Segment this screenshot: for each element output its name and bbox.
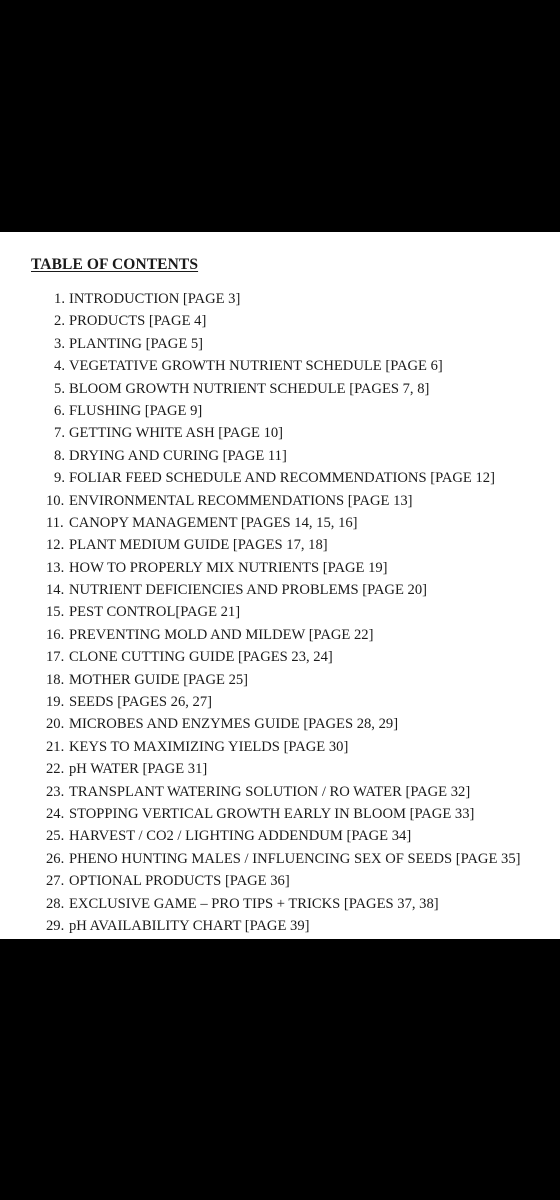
toc-entry-text: HARVEST / CO2 / LIGHTING ADDENDUM [PAGE 34] (69, 828, 412, 845)
toc-entry-text: PLANT MEDIUM GUIDE [PAGES 17, 18] (69, 537, 328, 554)
toc-entry (0, 601, 560, 623)
toc-entry-text: GETTING WHITE ASH [PAGE 10] (69, 425, 284, 442)
toc-entry-number: 3. (54, 335, 65, 352)
toc-entry-text: PRODUCTS [PAGE 4] (69, 313, 207, 330)
toc-entry-text: MOTHER GUIDE [PAGE 25] (69, 671, 249, 688)
toc-entry (0, 624, 560, 646)
toc-entry (0, 713, 560, 735)
toc-entry (0, 870, 560, 892)
toc-entry-number: 21. (46, 738, 65, 755)
toc-entry-text: TRANSPLANT WATERING SOLUTION / RO WATER [PAGE 32] (69, 783, 471, 800)
toc-entry (0, 825, 560, 847)
toc-entry-number: 29. (46, 917, 65, 934)
toc-entry (0, 378, 560, 400)
toc-list (0, 288, 560, 960)
toc-entry (0, 758, 560, 780)
toc-entry-number: 26. (46, 850, 65, 867)
toc-entry (0, 803, 560, 825)
toc-entry-number: 6. (54, 402, 65, 419)
toc-entry-number: 18. (46, 671, 65, 688)
toc-entry-number: 13. (46, 559, 65, 576)
toc-entry-number: 10. (46, 492, 65, 509)
toc-entry-text: NUTRIENT DEFICIENCIES AND PROBLEMS [PAGE 20] (69, 582, 427, 599)
toc-entry (0, 669, 560, 691)
toc-entry-number: 27. (46, 873, 65, 890)
toc-entry-number: 12. (46, 537, 65, 554)
toc-entry-text: PREVENTING MOLD AND MILDEW [PAGE 22] (69, 626, 374, 643)
toc-entry-text: EXCLUSIVE GAME – PRO TIPS + TRICKS [PAGES 37, 38] (69, 895, 439, 912)
toc-entry-text: KEYS TO MAXIMIZING YIELDS [PAGE 30] (69, 738, 349, 755)
toc-title: TABLE OF CONTENTS (31, 256, 199, 273)
toc-entry-text: SEEDS [PAGES 26, 27] (69, 694, 212, 711)
document-page (0, 232, 560, 939)
toc-entry (0, 893, 560, 915)
toc-entry-text: pH WATER [PAGE 31] (69, 761, 208, 778)
toc-entry-text: DRYING AND CURING [PAGE 11] (69, 447, 287, 464)
toc-entry (0, 490, 560, 512)
toc-entry-number: 16. (46, 626, 65, 643)
toc-entry (0, 557, 560, 579)
toc-entry-text: ENVIRONMENTAL RECOMMENDATIONS [PAGE 13] (69, 492, 413, 509)
toc-entry (0, 646, 560, 668)
bottom-black-bar (0, 939, 560, 1200)
top-black-bar (0, 0, 560, 232)
toc-entry (0, 355, 560, 377)
toc-entry-number: 14. (46, 582, 65, 599)
toc-entry-text: FLUSHING [PAGE 9] (69, 402, 203, 419)
toc-entry-number: 11. (46, 514, 64, 531)
toc-entry (0, 579, 560, 601)
toc-entry-text: PLANTING [PAGE 5] (69, 335, 204, 352)
toc-entry-text: FOLIAR FEED SCHEDULE AND RECOMMENDATIONS [PAGE 12] (69, 470, 495, 487)
toc-entry-number: 15. (46, 604, 65, 621)
toc-entry (0, 445, 560, 467)
toc-entry (0, 422, 560, 444)
toc-entry (0, 915, 560, 937)
toc-entry (0, 691, 560, 713)
toc-entry-text: STOPPING VERTICAL GROWTH EARLY IN BLOOM [PAGE 33] (69, 805, 475, 822)
toc-entry-number: 25. (46, 828, 65, 845)
toc-entry-text: CANOPY MANAGEMENT [PAGES 14, 15, 16] (69, 514, 358, 531)
toc-entry-number: 2. (54, 313, 65, 330)
toc-entry-text: PEST CONTROL[PAGE 21] (69, 604, 241, 621)
toc-entry-number: 4. (54, 358, 65, 375)
toc-entry-number: 24. (46, 805, 65, 822)
toc-entry-text: PHENO HUNTING MALES / INFLUENCING SEX OF SEEDS [PAGE 35] (69, 850, 521, 867)
toc-entry-number: 8. (54, 447, 65, 464)
toc-entry-number: 19. (46, 694, 65, 711)
toc-entry-number: 5. (54, 380, 65, 397)
toc-entry-text: INTRODUCTION [PAGE 3] (69, 291, 241, 307)
toc-entry-text: MICROBES AND ENZYMES GUIDE [PAGES 28, 29] (69, 716, 399, 733)
toc-entry-number: 1. (54, 291, 65, 307)
toc-entry-text: pH AVAILABILITY CHART [PAGE 39] (69, 917, 310, 934)
toc-entry-number: 28. (46, 895, 65, 912)
toc-entry (0, 736, 560, 758)
toc-entry-text: OPTIONAL PRODUCTS [PAGE 36] (69, 873, 290, 890)
toc-entry-number: 22. (46, 761, 65, 778)
toc-entry-number: 17. (46, 649, 65, 666)
toc-entry (0, 400, 560, 422)
toc-entry (0, 848, 560, 870)
toc-entry (0, 467, 560, 489)
toc-entry-text: CLONE CUTTING GUIDE [PAGES 23, 24] (69, 649, 333, 666)
toc-entry-number: 20. (46, 716, 65, 733)
toc-entry-number: 23. (46, 783, 65, 800)
toc-entry (0, 288, 560, 310)
toc-entry (0, 512, 560, 534)
toc-entry (0, 310, 560, 332)
toc-entry-text: VEGETATIVE GROWTH NUTRIENT SCHEDULE [PAGE 6] (69, 358, 443, 375)
toc-entry (0, 781, 560, 803)
toc-entry-text: HOW TO PROPERLY MIX NUTRIENTS [PAGE 19] (69, 559, 388, 576)
toc-entry (0, 333, 560, 355)
toc-entry-number: 7. (54, 425, 65, 442)
toc-entry (0, 534, 560, 556)
toc-entry-number: 9. (54, 470, 65, 487)
toc-entry-text: BLOOM GROWTH NUTRIENT SCHEDULE [PAGES 7, 8] (69, 380, 430, 397)
